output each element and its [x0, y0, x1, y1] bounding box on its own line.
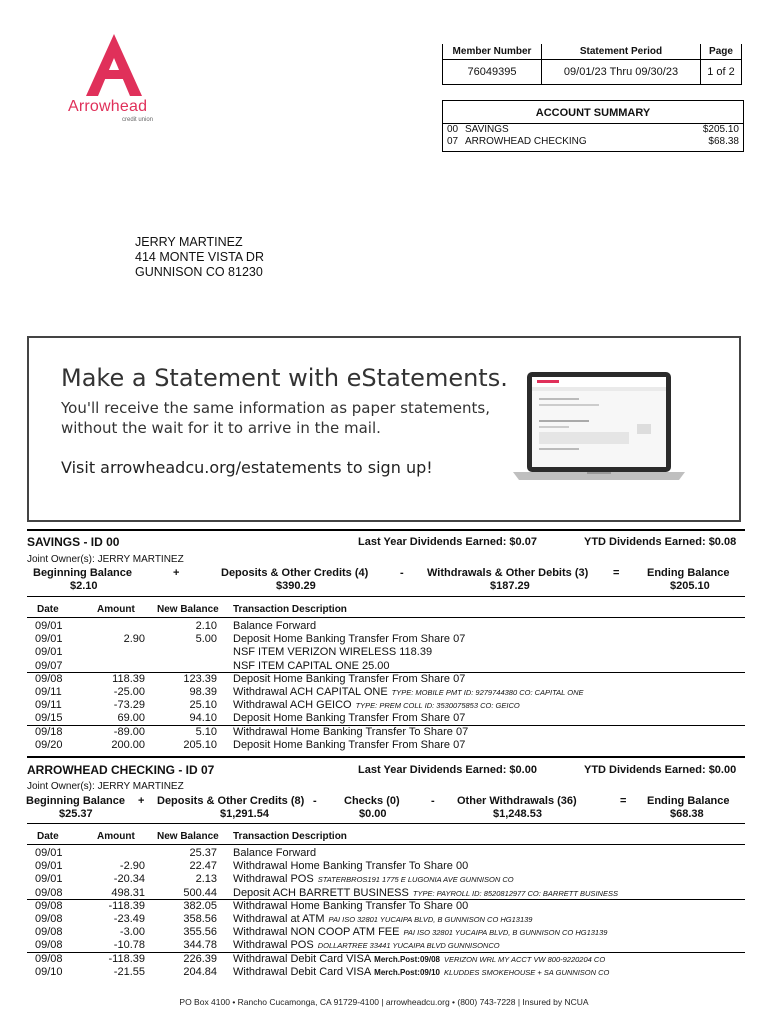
tx-amount: 2.90 [123, 633, 145, 646]
tx-description: NSF ITEM CAPITAL ONE 25.00 [233, 659, 390, 672]
transaction-row [27, 966, 745, 979]
tx-description-cell [233, 847, 316, 860]
tx-amount: -118.39 [108, 899, 145, 912]
promo-cta[interactable]: Visit arrowheadcu.org/estatements to sign up! [61, 458, 433, 477]
tx-amount: -89.00 [113, 725, 145, 738]
tx-date: 09/08 [35, 952, 63, 965]
col-description: Transaction Description [233, 604, 347, 615]
transaction-row [27, 887, 745, 900]
tx-description: Deposit Home Banking Transfer From Share 07 [233, 633, 466, 646]
tx-amount: -21.55 [113, 965, 145, 978]
rule [27, 823, 745, 824]
summary-acct-num: 00 [447, 124, 459, 135]
tx-date: 09/01 [35, 620, 63, 632]
statement-period-value: 09/01/23 Thru 09/30/23 [542, 60, 701, 85]
transaction-row [27, 699, 745, 712]
col-new-balance: New Balance [157, 831, 219, 842]
tx-description: Withdrawal POS [233, 873, 314, 886]
tx-description-cell [233, 660, 390, 673]
savings-column-headers [27, 603, 745, 616]
tx-new-balance: 358.56 [183, 913, 217, 925]
tx-date: 09/20 [35, 738, 63, 751]
tx-new-balance: 5.10 [195, 725, 217, 738]
tx-date: 09/01 [35, 847, 63, 859]
account-summary-title: ACCOUNT SUMMARY [443, 107, 743, 124]
tx-new-balance: 94.10 [189, 712, 217, 725]
tx-amount: -2.90 [119, 860, 145, 873]
checking-ending-label: Ending Balance [647, 795, 730, 807]
summary-acct-num: 07 [447, 136, 459, 147]
tx-new-balance: 22.47 [189, 860, 217, 873]
tx-date: 09/08 [35, 899, 63, 912]
laptop-image [509, 368, 689, 488]
promo-line: without the wait for it to arrive in the mail. [61, 419, 381, 437]
tx-description-cell [233, 887, 618, 900]
col-date: Date [37, 604, 59, 615]
checking-ending-value: $68.38 [670, 808, 704, 820]
checking-begin-label: Beginning Balance [26, 795, 126, 807]
savings-deposits-label: Deposits & Other Credits (4) [221, 567, 369, 579]
tx-amount: 498.31 [111, 886, 145, 899]
tx-description-cell [233, 673, 465, 686]
rule [27, 844, 745, 845]
tx-date: 09/11 [35, 686, 62, 698]
member-number-value: 76049395 [443, 60, 542, 85]
tx-description: Withdrawal at ATM [233, 913, 325, 925]
transaction-row [27, 726, 745, 739]
tx-description: NSF ITEM VERIZON WIRELESS 118.39 [233, 646, 433, 659]
brand-name: Arrowhead [68, 98, 148, 115]
tx-date: 09/15 [35, 712, 63, 725]
address-line: 414 MONTE VISTA DR [135, 250, 264, 264]
minus-sign: - [313, 795, 317, 807]
tx-description: Withdrawal Debit Card VISA [233, 965, 372, 978]
col-new-balance: New Balance [157, 604, 219, 615]
footer: PO Box 4100 • Rancho Cucamonga, CA 91729-4100 | arrowheadcu.org • (800) 743-7228 | Insured by NCUA [179, 997, 589, 1007]
plus-sign: + [138, 795, 145, 807]
equals-sign: = [620, 795, 627, 807]
tx-description: Balance Forward [233, 847, 317, 859]
tx-date: 09/01 [35, 860, 63, 873]
tx-detail: VERIZON WRL MY ACCT VW 800-9220204 CO [443, 954, 606, 964]
transaction-row [27, 926, 745, 939]
transaction-row [27, 620, 745, 633]
checking-deposits-value: $1,291.54 [220, 808, 269, 820]
tx-description-cell [233, 860, 468, 873]
savings-joint-owner: Joint Owner(s): JERRY MARTINEZ [27, 554, 184, 565]
checking-column-headers [27, 830, 745, 843]
arrowhead-logo-icon [86, 34, 142, 96]
page-header: Page [701, 44, 742, 60]
address-line: JERRY MARTINEZ [135, 235, 243, 249]
savings-begin-value: $2.10 [70, 580, 98, 592]
transaction-row [27, 913, 745, 926]
tx-date: 09/08 [35, 913, 63, 925]
tx-new-balance: 2.10 [195, 620, 217, 632]
col-date: Date [37, 831, 59, 842]
tx-description-cell [233, 953, 605, 966]
transaction-row [27, 660, 745, 673]
transaction-row [27, 633, 745, 646]
checking-withdrawals-value: $1,248.53 [493, 808, 542, 820]
row-divider [27, 952, 745, 953]
tx-description-cell [233, 712, 465, 725]
row-divider [27, 899, 745, 900]
transaction-row [27, 712, 745, 725]
promo-headline: Make a Statement with eStatements. [61, 364, 508, 392]
checking-withdrawals-label: Other Withdrawals (36) [457, 795, 577, 807]
brand-subtitle: credit union [122, 117, 154, 123]
tx-amount: -10.78 [113, 939, 145, 952]
tx-detail: PAI ISO 32801 YUCAIPA BLVD, B GUNNISON CO HG13139 [403, 928, 608, 938]
minus-sign: - [400, 567, 404, 579]
checking-last-year-dividends: Last Year Dividends Earned: $0.00 [358, 764, 537, 776]
transaction-row [27, 847, 745, 860]
col-description: Transaction Description [233, 831, 347, 842]
tx-new-balance: 2.13 [195, 873, 217, 886]
member-number-header: Member Number [443, 44, 542, 60]
tx-description: Withdrawal NON COOP ATM FEE [233, 926, 400, 939]
page-value: 1 of 2 [701, 60, 742, 85]
savings-withdrawals-label: Withdrawals & Other Debits (3) [427, 567, 589, 579]
tx-description-cell [233, 726, 468, 739]
transaction-row [27, 686, 745, 699]
summary-row-savings [443, 124, 743, 136]
statement-period-header: Statement Period [542, 44, 701, 60]
tx-date: 09/10 [35, 965, 63, 978]
tx-amount: -23.49 [113, 913, 145, 925]
col-amount: Amount [97, 604, 135, 615]
tx-new-balance: 5.00 [195, 633, 217, 646]
savings-begin-label: Beginning Balance [33, 567, 133, 579]
transaction-row [27, 673, 745, 686]
tx-amount: 118.39 [112, 672, 145, 685]
summary-row-checking [443, 136, 743, 148]
tx-description: Deposit Home Banking Transfer From Share 07 [233, 738, 466, 751]
tx-description-cell [233, 739, 465, 752]
tx-new-balance: 500.44 [183, 886, 217, 899]
tx-amount: -3.00 [119, 926, 145, 939]
tx-amount: -73.29 [113, 699, 145, 712]
savings-withdrawals-value: $187.29 [490, 580, 530, 592]
tx-detail: STATERBROS191 1775 E LUGONIA AVE GUNNISON CO [317, 875, 514, 885]
tx-description: Withdrawal Home Banking Transfer To Share 00 [233, 899, 469, 912]
transaction-row [27, 953, 745, 966]
tx-description: Withdrawal ACH GEICO [233, 699, 352, 712]
tx-date: 09/18 [35, 725, 63, 738]
col-amount: Amount [97, 831, 135, 842]
savings-title: SAVINGS - ID 00 [27, 535, 120, 549]
tx-amount: -20.34 [113, 873, 145, 886]
tx-description-cell [233, 646, 432, 659]
tx-description-cell [233, 873, 514, 886]
checking-joint-owner: Joint Owner(s): JERRY MARTINEZ [27, 781, 184, 792]
tx-detail: KLUDDES SMOKEHOUSE + SA GUNNISON CO [443, 967, 610, 977]
tx-date: 09/08 [35, 939, 63, 952]
savings-ending-label: Ending Balance [647, 567, 730, 579]
tx-new-balance: 205.10 [183, 738, 217, 751]
promo-line: You'll receive the same information as paper statements, [61, 399, 490, 417]
account-summary [442, 100, 744, 152]
savings-deposits-value: $390.29 [276, 580, 316, 592]
tx-detail: DOLLARTREE 33441 YUCAIPA BLVD GUNNISONCO [317, 941, 500, 951]
summary-acct-name: SAVINGS [465, 124, 509, 135]
checking-begin-value: $25.37 [59, 808, 93, 820]
tx-amount: 69.00 [117, 712, 145, 725]
tx-new-balance: 123.39 [183, 672, 217, 685]
plus-sign: + [173, 567, 180, 579]
tx-amount: -25.00 [113, 686, 145, 698]
tx-new-balance: 382.05 [183, 899, 217, 912]
section-rule [27, 756, 745, 758]
tx-merch-post: Merch.Post:09/08 [374, 954, 440, 964]
tx-description-cell [233, 686, 584, 699]
checking-ytd-dividends: YTD Dividends Earned: $0.00 [584, 764, 737, 776]
tx-detail: PAI ISO 32801 YUCAIPA BLVD, B GUNNISON CO HG13139 [328, 915, 533, 924]
tx-description: Withdrawal Debit Card VISA [233, 952, 372, 965]
rule [27, 617, 745, 618]
mailing-address [135, 235, 264, 280]
tx-new-balance: 25.37 [189, 847, 217, 859]
transaction-row [27, 873, 745, 886]
tx-description: Deposit Home Banking Transfer From Share 07 [233, 672, 466, 685]
savings-last-year-dividends: Last Year Dividends Earned: $0.07 [358, 536, 537, 548]
tx-date: 09/08 [35, 886, 63, 899]
minus-sign: - [431, 795, 435, 807]
section-rule [27, 529, 745, 531]
tx-new-balance: 98.39 [189, 686, 217, 698]
tx-date: 09/01 [35, 873, 63, 886]
transaction-row [27, 739, 745, 752]
summary-acct-amount: $68.38 [708, 136, 739, 147]
tx-description-cell [233, 913, 532, 926]
savings-ending-value: $205.10 [670, 580, 710, 592]
tx-new-balance: 204.84 [183, 965, 217, 978]
tx-description-cell [233, 633, 465, 646]
tx-date: 09/01 [35, 633, 63, 646]
equals-sign: = [613, 567, 620, 579]
tx-new-balance: 25.10 [189, 699, 217, 712]
checking-checks-label: Checks (0) [344, 795, 400, 807]
address-line: GUNNISON CO 81230 [135, 265, 263, 279]
tx-description: Withdrawal Home Banking Transfer To Share 00 [233, 860, 469, 873]
row-divider [27, 725, 745, 726]
savings-ytd-dividends: YTD Dividends Earned: $0.08 [584, 536, 737, 548]
tx-description-cell [233, 900, 468, 913]
estatements-promo [27, 336, 741, 522]
tx-new-balance: 226.39 [183, 952, 217, 965]
tx-date: 09/11 [35, 699, 62, 712]
tx-description: Withdrawal Home Banking Transfer To Share 07 [233, 725, 469, 738]
tx-date: 09/07 [35, 659, 63, 672]
transaction-row [27, 646, 745, 659]
tx-description: Balance Forward [233, 620, 317, 632]
tx-date: 09/08 [35, 672, 63, 685]
tx-date: 09/01 [35, 646, 63, 659]
checking-title: ARROWHEAD CHECKING - ID 07 [27, 763, 215, 777]
tx-new-balance: 355.56 [183, 926, 217, 939]
promo-text [61, 398, 490, 438]
tx-description: Deposit Home Banking Transfer From Share 07 [233, 712, 466, 725]
transaction-row [27, 900, 745, 913]
tx-description-cell [233, 926, 607, 939]
tx-detail: TYPE: PAYROLL ID: 8520812977 CO: BARRETT BUSINESS [412, 888, 618, 898]
tx-date: 09/08 [35, 926, 63, 939]
checking-checks-value: $0.00 [359, 808, 387, 820]
tx-description: Withdrawal POS [233, 939, 314, 952]
tx-description-cell [233, 699, 520, 712]
row-divider [27, 672, 745, 673]
checking-deposits-label: Deposits & Other Credits (8) [157, 795, 305, 807]
tx-detail: TYPE: PREM COLL ID: 3530075853 CO: GEICO [355, 701, 520, 711]
tx-amount: -118.39 [108, 952, 145, 965]
tx-description-cell [233, 966, 609, 979]
rule [27, 596, 745, 597]
tx-detail: TYPE: MOBILE PMT ID: 9279744380 CO: CAPITAL ONE [391, 688, 584, 697]
tx-amount: 200.00 [111, 738, 145, 751]
tx-description: Deposit ACH BARRETT BUSINESS [233, 886, 409, 899]
statement-header-table [442, 44, 742, 85]
tx-description: Withdrawal ACH CAPITAL ONE [233, 686, 388, 698]
transaction-row [27, 939, 745, 952]
transaction-row [27, 860, 745, 873]
tx-description-cell [233, 939, 500, 952]
summary-acct-amount: $205.10 [702, 124, 739, 135]
summary-acct-name: ARROWHEAD CHECKING [465, 136, 587, 147]
tx-new-balance: 344.78 [183, 939, 217, 952]
tx-merch-post: Merch.Post:09/10 [374, 967, 440, 977]
tx-description-cell [233, 620, 316, 633]
